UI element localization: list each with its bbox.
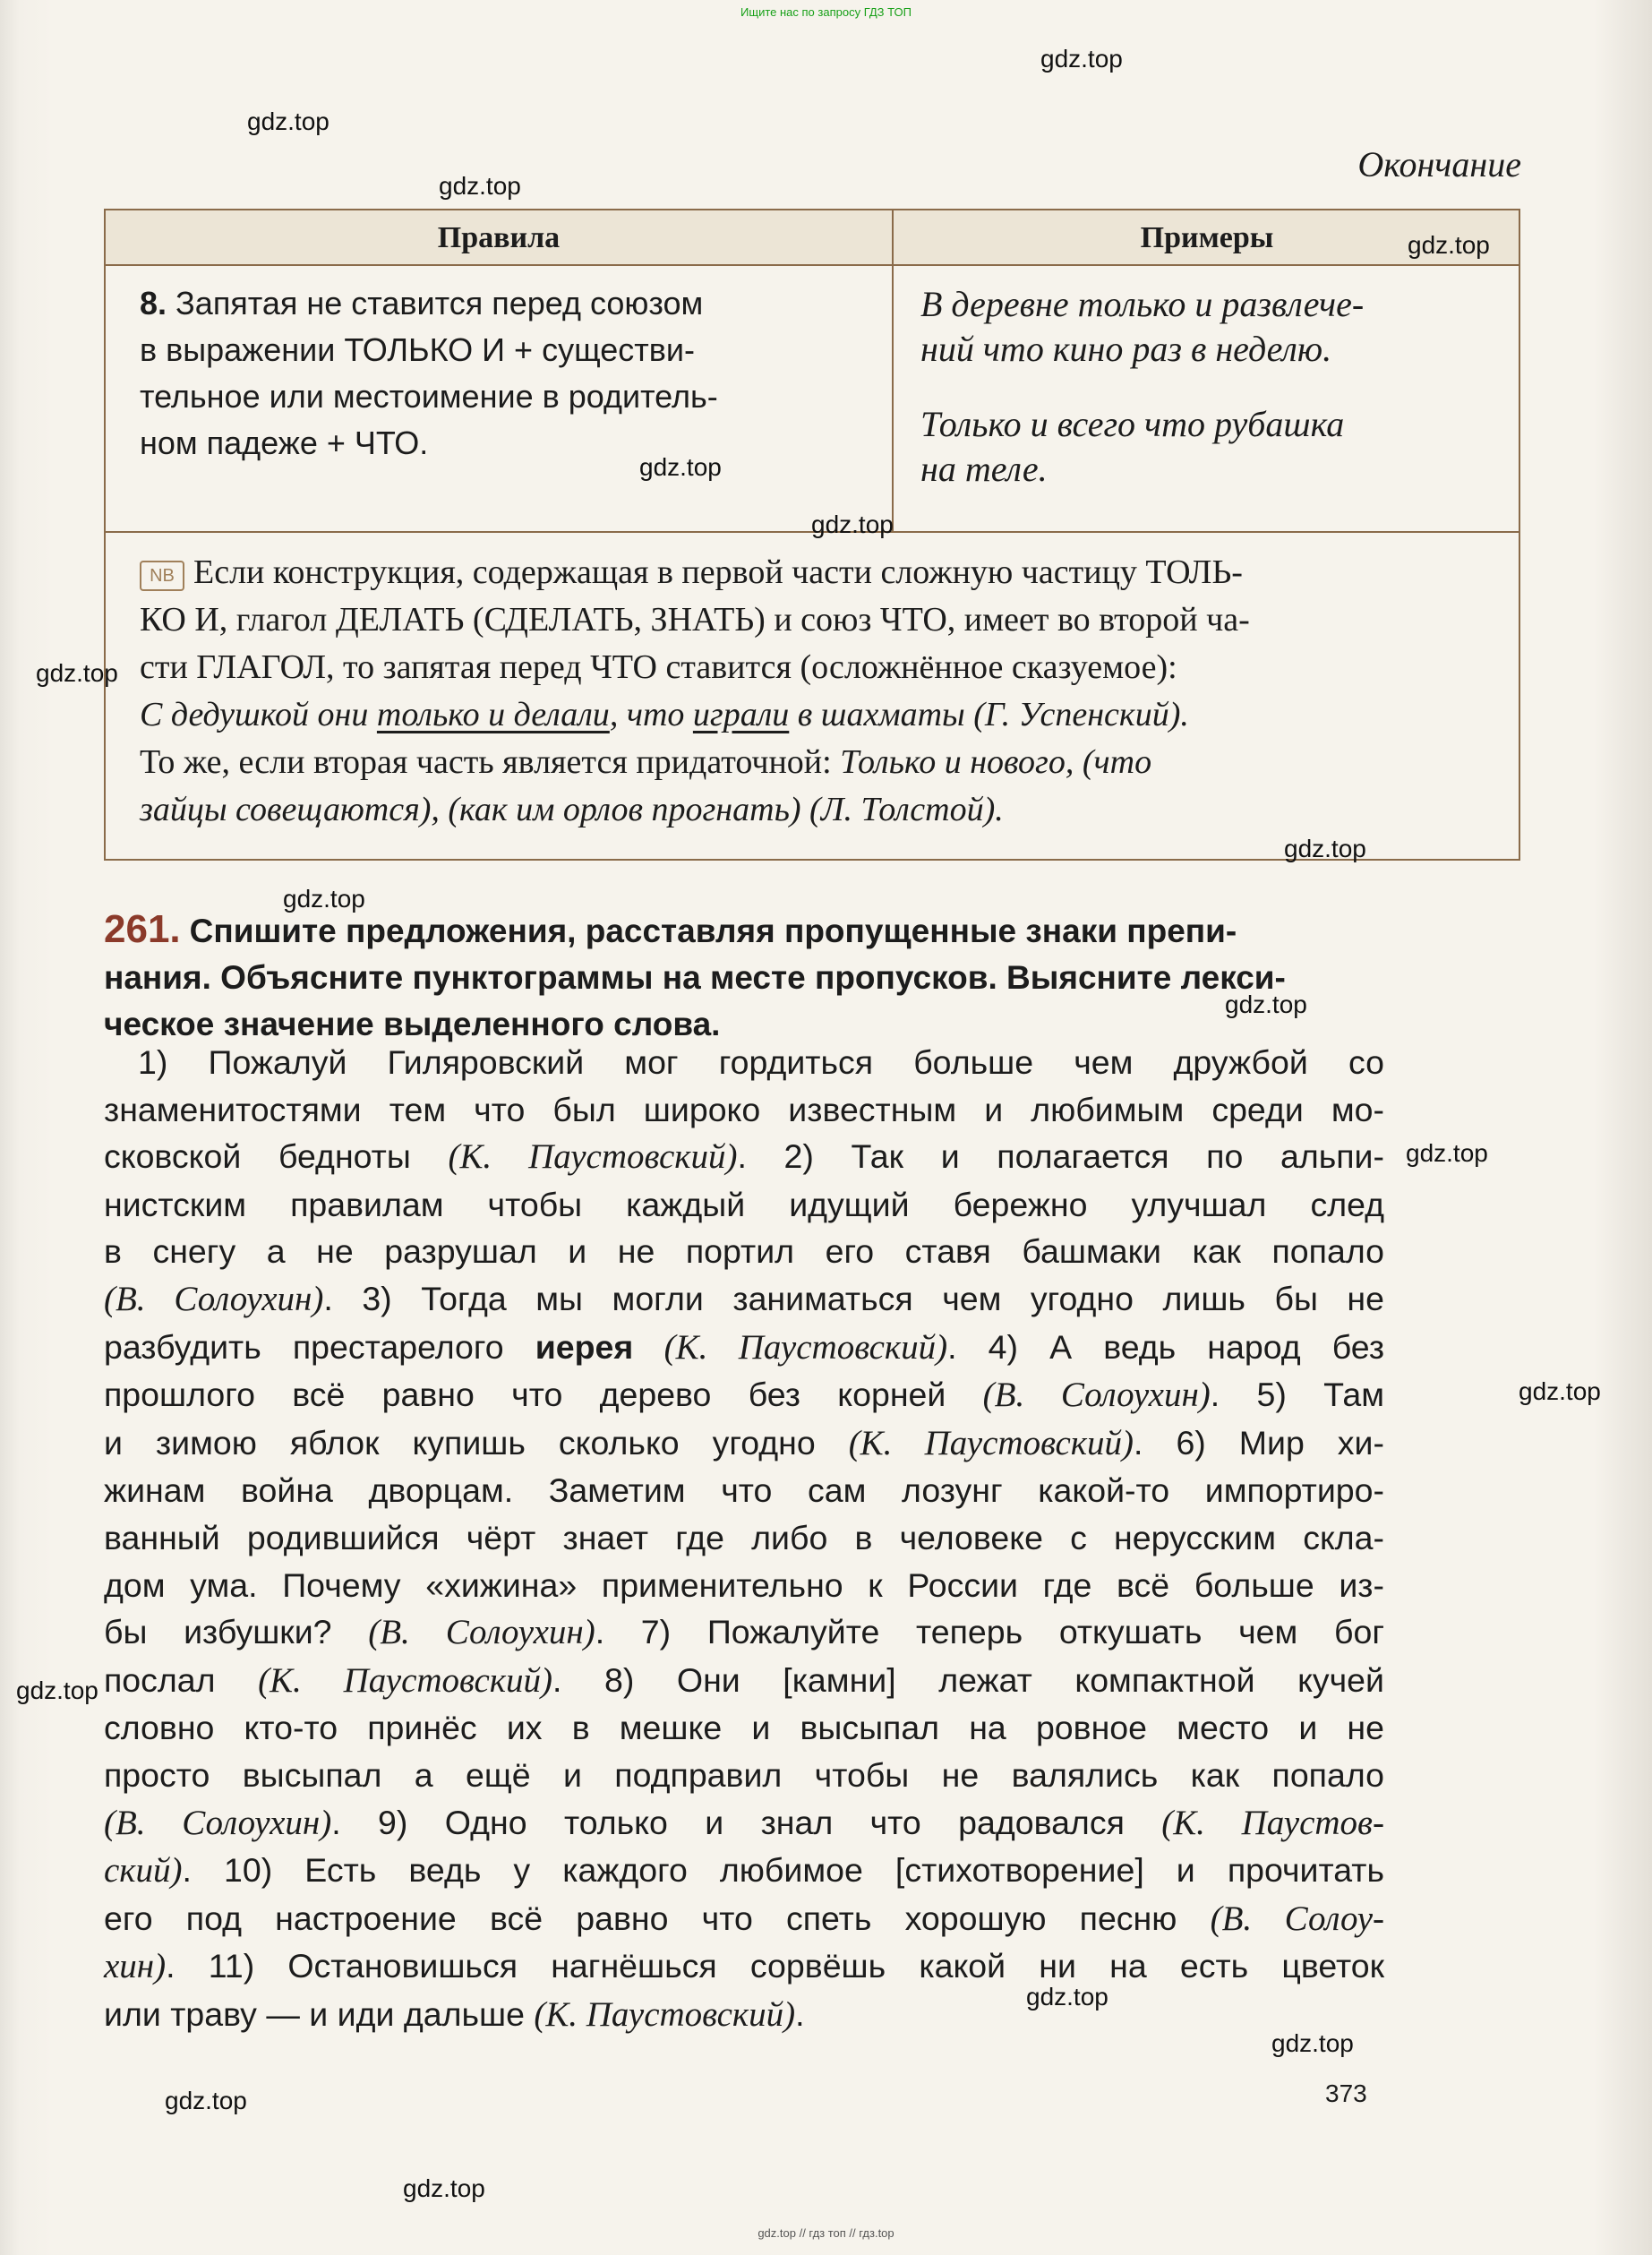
watermark: gdz.top (283, 885, 365, 913)
column-header-examples: Примеры (1140, 221, 1274, 254)
text-part: и зимою яблок купишь сколько угодно (104, 1423, 849, 1462)
instruction-line: ческое значение выделенного слова. (104, 1006, 721, 1042)
instruction-line: нания. Объясните пунктограммы на месте пропусков. Выясните лекси- (104, 959, 1286, 996)
task-text (104, 1039, 1384, 2038)
source-citation: (В. Солоухин) (104, 1279, 324, 1318)
source-citation: (К. Паустовский) (258, 1660, 553, 1700)
nb-line: КО И, глагол ДЕЛАТЬ (СДЕЛАТЬ, ЗНАТЬ) и союз ЧТО, имеет во второй ча- (140, 601, 1250, 639)
source-citation: (К. Паустовский) (534, 1994, 796, 2034)
watermark: gdz.top (1519, 1377, 1601, 1405)
nb-example-part: С дедушкой они (140, 696, 377, 733)
example-1 (920, 282, 1511, 372)
rule-line: ном падеже + ЧТО. (140, 424, 429, 461)
task-number: 261. (104, 907, 181, 951)
text-line (104, 1847, 1384, 1895)
text-part: . 11) Остановишься нагнёшься сорвёшь какой ни на есть цветок (166, 1947, 1384, 1985)
nota-bene-icon: NB (140, 561, 184, 591)
text-line: ванный родившийся чёрт знает где либо в человеке с нерусским скла- (104, 1518, 1384, 1556)
text-line (104, 1895, 1384, 1943)
text-part: бы избушки? (104, 1613, 369, 1651)
text-part: . 5) Там (1210, 1376, 1384, 1414)
text-line (104, 1371, 1384, 1419)
example-line: ний что кино раз в неделю. (920, 329, 1332, 369)
nb-example: зайцы совещаются), (как им орлов прогнать) (Л. Толстой). (140, 791, 1004, 828)
site-banner-bottom: gdz.top // гдз топ // гдз.top (758, 2226, 894, 2240)
text-line (104, 1799, 1384, 1848)
text-part: . 8) Они [камни] лежат компактной кучей (552, 1660, 1384, 1699)
text-part: . (795, 1994, 805, 2033)
text-part: разбудить престарелого (104, 1327, 535, 1366)
watermark: gdz.top (16, 1676, 98, 1704)
rule-line: Запятая не ставится перед союзом (175, 285, 704, 322)
text-line (104, 1657, 1384, 1705)
text-part: или траву — и иди дальше (104, 1994, 535, 2033)
rule-number: 8. (140, 285, 167, 322)
text-part: . 10) Есть ведь у каждого любимое [стихотворение] и прочитать (182, 1851, 1384, 1890)
rule-line: в выражении ТОЛЬКО И + существи- (140, 331, 696, 368)
watermark: gdz.top (1406, 1139, 1488, 1167)
rule-line: тельное или местоимение в родитель- (140, 378, 718, 415)
column-divider (892, 210, 894, 531)
text-part: . 2) Так и полагается по альпи- (737, 1137, 1384, 1176)
table-continuation-label: Окончание (1357, 144, 1521, 184)
watermark: gdz.top (1225, 990, 1307, 1018)
text-line: просто высыпал а ещё и подправил чтобы не валялись как попало (104, 1755, 1384, 1794)
text-part: . 4) А ведь народ без (947, 1327, 1385, 1366)
watermark: gdz.top (439, 172, 521, 200)
nb-line: сти ГЛАГОЛ, то запятая перед ЧТО ставится (осложнённое сказуемое): (140, 648, 1177, 686)
column-header-rules: Правила (437, 221, 561, 254)
rule-8-text (140, 280, 874, 467)
watermark: gdz.top (639, 453, 722, 481)
text-part: его под настроение всё равно что спеть хорошую песню (104, 1899, 1211, 1937)
text-part: . 3) Тогда мы могли заниматься чем угодно лишь бы не (323, 1279, 1384, 1317)
text-part: . 9) Одно только и знал что радовался (331, 1803, 1162, 1841)
watermark: gdz.top (1271, 2029, 1354, 2057)
watermark: gdz.top (811, 510, 894, 538)
text-part: . 6) Мир хи- (1134, 1423, 1384, 1462)
watermark: gdz.top (36, 659, 118, 687)
task-instruction (104, 906, 1528, 1048)
instruction-line: Спишите предложения, расставляя пропущенные знаки препи- (189, 913, 1237, 949)
watermark: gdz.top (165, 2087, 247, 2114)
text-line (104, 1324, 1384, 1372)
text-line: в снегу а не разрушал и не портил его ставя башмаки как попало (104, 1232, 1384, 1271)
text-line (104, 1419, 1384, 1468)
source-citation: (В. Солоу- (1210, 1899, 1384, 1938)
watermark: gdz.top (1408, 231, 1490, 259)
watermark: gdz.top (247, 107, 330, 135)
text-part: . 7) Пожалуйте теперь откушать чем бог (595, 1613, 1384, 1651)
watermark: gdz.top (403, 2174, 485, 2202)
nb-example-part: , что (609, 696, 693, 733)
text-line: жинам война дворцам. Заметим что сам лозунг какой-то импортиро- (104, 1471, 1384, 1510)
text-line (104, 1942, 1384, 1991)
highlighted-word: иерея (535, 1327, 634, 1366)
page-number: 373 (1325, 2079, 1367, 2107)
text-line: дом ума. Почему «хижина» применительно к России где всё больше из- (104, 1565, 1384, 1604)
nb-example-part: Только и нового, (что (840, 743, 1152, 781)
text-line (104, 1275, 1384, 1324)
source-citation: хин) (104, 1947, 167, 1986)
text-part: прошлого всё равно что дерево без корней (104, 1376, 983, 1414)
source-citation: (К. Паустов- (1161, 1803, 1384, 1842)
example-line: Только и всего что рубашка (920, 404, 1345, 444)
nb-line (140, 739, 1492, 786)
nb-example-part: в шахматы (Г. Успенский). (789, 696, 1189, 733)
text-line (104, 1991, 1384, 2039)
watermark: gdz.top (1026, 1983, 1108, 2011)
source-citation: (К. Паустовский) (848, 1423, 1134, 1462)
watermark: gdz.top (1284, 835, 1366, 862)
text-line: словно кто-то принёс их в мешке и высыпал на ровное место и не (104, 1709, 1384, 1747)
nb-example-underlined: только и делали (376, 696, 610, 733)
table-header-row (106, 210, 1519, 266)
source-citation: (К. Паустовский) (448, 1137, 738, 1177)
source-citation: (В. Солоухин) (104, 1803, 332, 1842)
example-line: В деревне только и развлече- (920, 284, 1365, 324)
text-part: сковской бедноты (104, 1137, 449, 1176)
text-line: знаменитостями тем что был широко известным и любимым среди мо- (104, 1090, 1384, 1128)
source-citation: ский) (104, 1851, 183, 1891)
text-line (104, 1608, 1384, 1657)
source-citation: (В. Солоухин) (982, 1376, 1211, 1415)
nb-line: Если конструкция, содержащая в первой части сложную частицу ТОЛЬ- (193, 553, 1243, 591)
nb-example (140, 691, 1492, 739)
nb-example-underlined: играли (692, 696, 790, 733)
watermark: gdz.top (1040, 45, 1123, 73)
text-line (104, 1133, 1384, 1181)
text-part: послал (104, 1660, 259, 1699)
site-banner-top: Ищите нас по запросу ГДЗ ТОП (740, 5, 912, 19)
source-citation: (В. Солоухин) (368, 1613, 595, 1652)
nb-line-part: То же, если вторая часть является придаточной: (140, 743, 841, 781)
text-line: 1) Пожалуй Гиляровский мог гордиться больше чем дружбой со (138, 1043, 1384, 1081)
example-line: на теле. (920, 449, 1048, 489)
example-2 (920, 402, 1511, 492)
source-citation: (К. Паустовский) (633, 1327, 948, 1367)
nota-bene-note (140, 549, 1492, 834)
text-line: нистским правилам чтобы каждый идущий бережно улучшал след (104, 1185, 1384, 1223)
